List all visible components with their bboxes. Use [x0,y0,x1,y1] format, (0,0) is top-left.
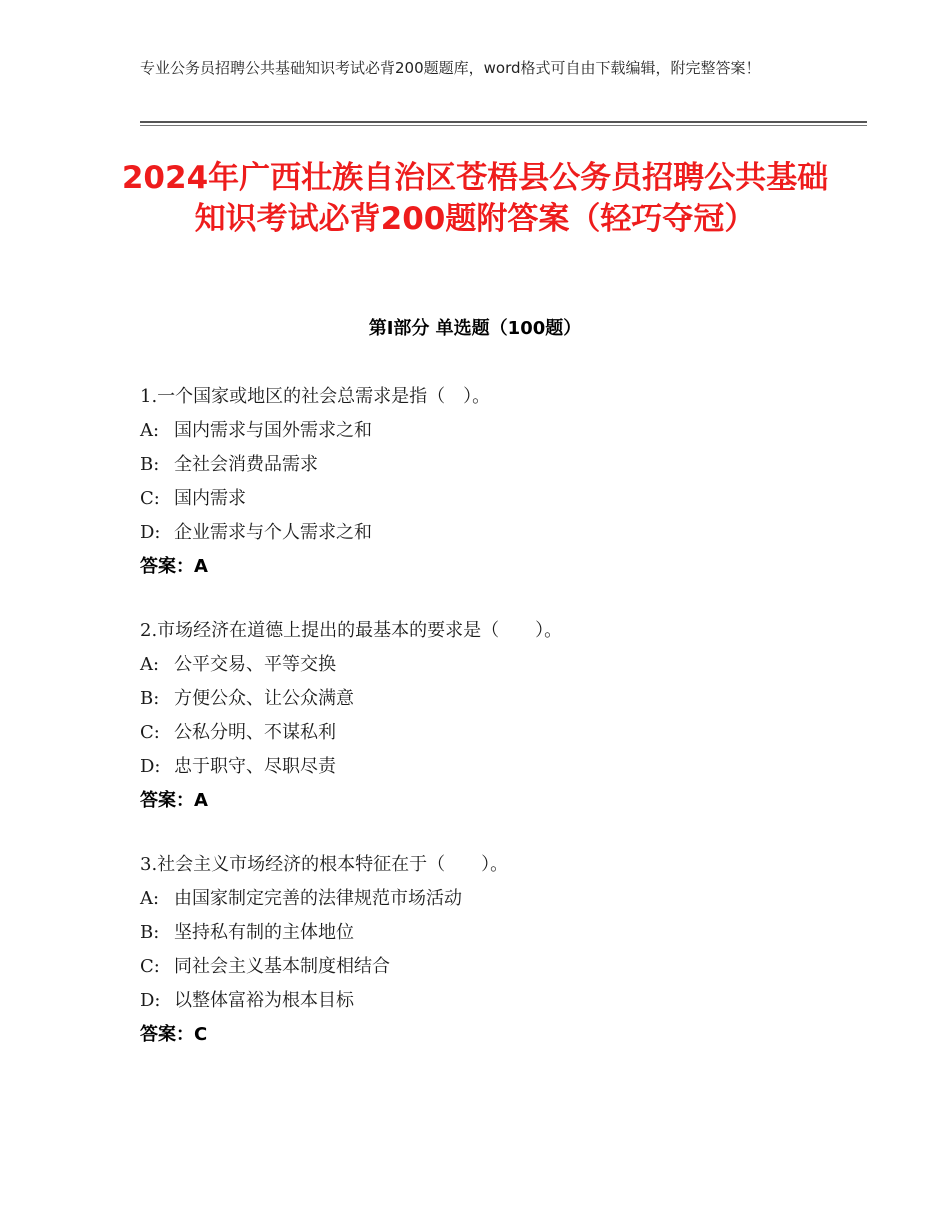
question-stem: 3.社会主义市场经济的根本特征在于（ ）。 [140,854,509,875]
option-text: 国内需求与国外需求之和 [174,420,372,441]
option-key: C: [140,956,160,977]
option-key: A: [140,888,160,909]
option-d [140,984,840,1018]
answer-value: A [194,556,208,577]
option-d [140,516,840,550]
option-a [140,648,840,682]
question-2 [140,614,840,818]
option-key: A: [140,654,160,675]
option-key: B: [140,688,160,709]
question-list [140,380,840,1082]
option-text: 坚持私有制的主体地位 [174,922,354,943]
option-text: 同社会主义基本制度相结合 [174,956,390,977]
option-text: 以整体富裕为根本目标 [174,990,354,1011]
option-b [140,916,840,950]
option-text: 由国家制定完善的法律规范市场活动 [174,888,462,909]
option-key: B: [140,454,160,475]
section-title: 第Ⅰ部分 单选题（100题） [368,318,582,339]
header-divider-thick [140,121,867,123]
option-a [140,882,840,916]
answer-value: A [194,790,208,811]
option-text: 全社会消费品需求 [174,454,318,475]
document-title: 2024年广西壮族自治区苍梧县公务员招聘公共基础知识考试必背200题附答案（轻巧夺冠） [121,160,829,237]
answer-label: 答案： [140,1024,194,1045]
answer-label: 答案： [140,556,194,577]
option-a [140,414,840,448]
option-c [140,482,840,516]
option-c [140,950,840,984]
answer-line [140,550,840,584]
answer-line [140,784,840,818]
option-text: 方便公众、让公众满意 [174,688,354,709]
option-text: 忠于职守、尽职尽责 [174,756,336,777]
option-key: D: [140,522,161,543]
option-key: D: [140,756,161,777]
option-text: 公私分明、不谋私利 [174,722,336,743]
answer-line [140,1018,840,1052]
option-key: C: [140,488,160,509]
option-key: A: [140,420,160,441]
option-key: C: [140,722,160,743]
option-text: 企业需求与个人需求之和 [174,522,372,543]
option-b [140,682,840,716]
question-stem: 1.一个国家或地区的社会总需求是指（ ）。 [140,386,491,407]
option-text: 国内需求 [174,488,246,509]
option-key: D: [140,990,161,1011]
question-stem: 2.市场经济在道德上提出的最基本的要求是（ ）。 [140,620,563,641]
question-3 [140,848,840,1052]
question-1 [140,380,840,584]
option-key: B: [140,922,160,943]
header-note: 专业公务员招聘公共基础知识考试必背200题题库，word格式可自由下载编辑，附完整答案！ [140,59,761,77]
option-text: 公平交易、平等交换 [174,654,336,675]
answer-value: C [194,1024,208,1045]
option-c [140,716,840,750]
answer-label: 答案： [140,790,194,811]
option-b [140,448,840,482]
option-d [140,750,840,784]
header-divider-thin [140,125,867,126]
